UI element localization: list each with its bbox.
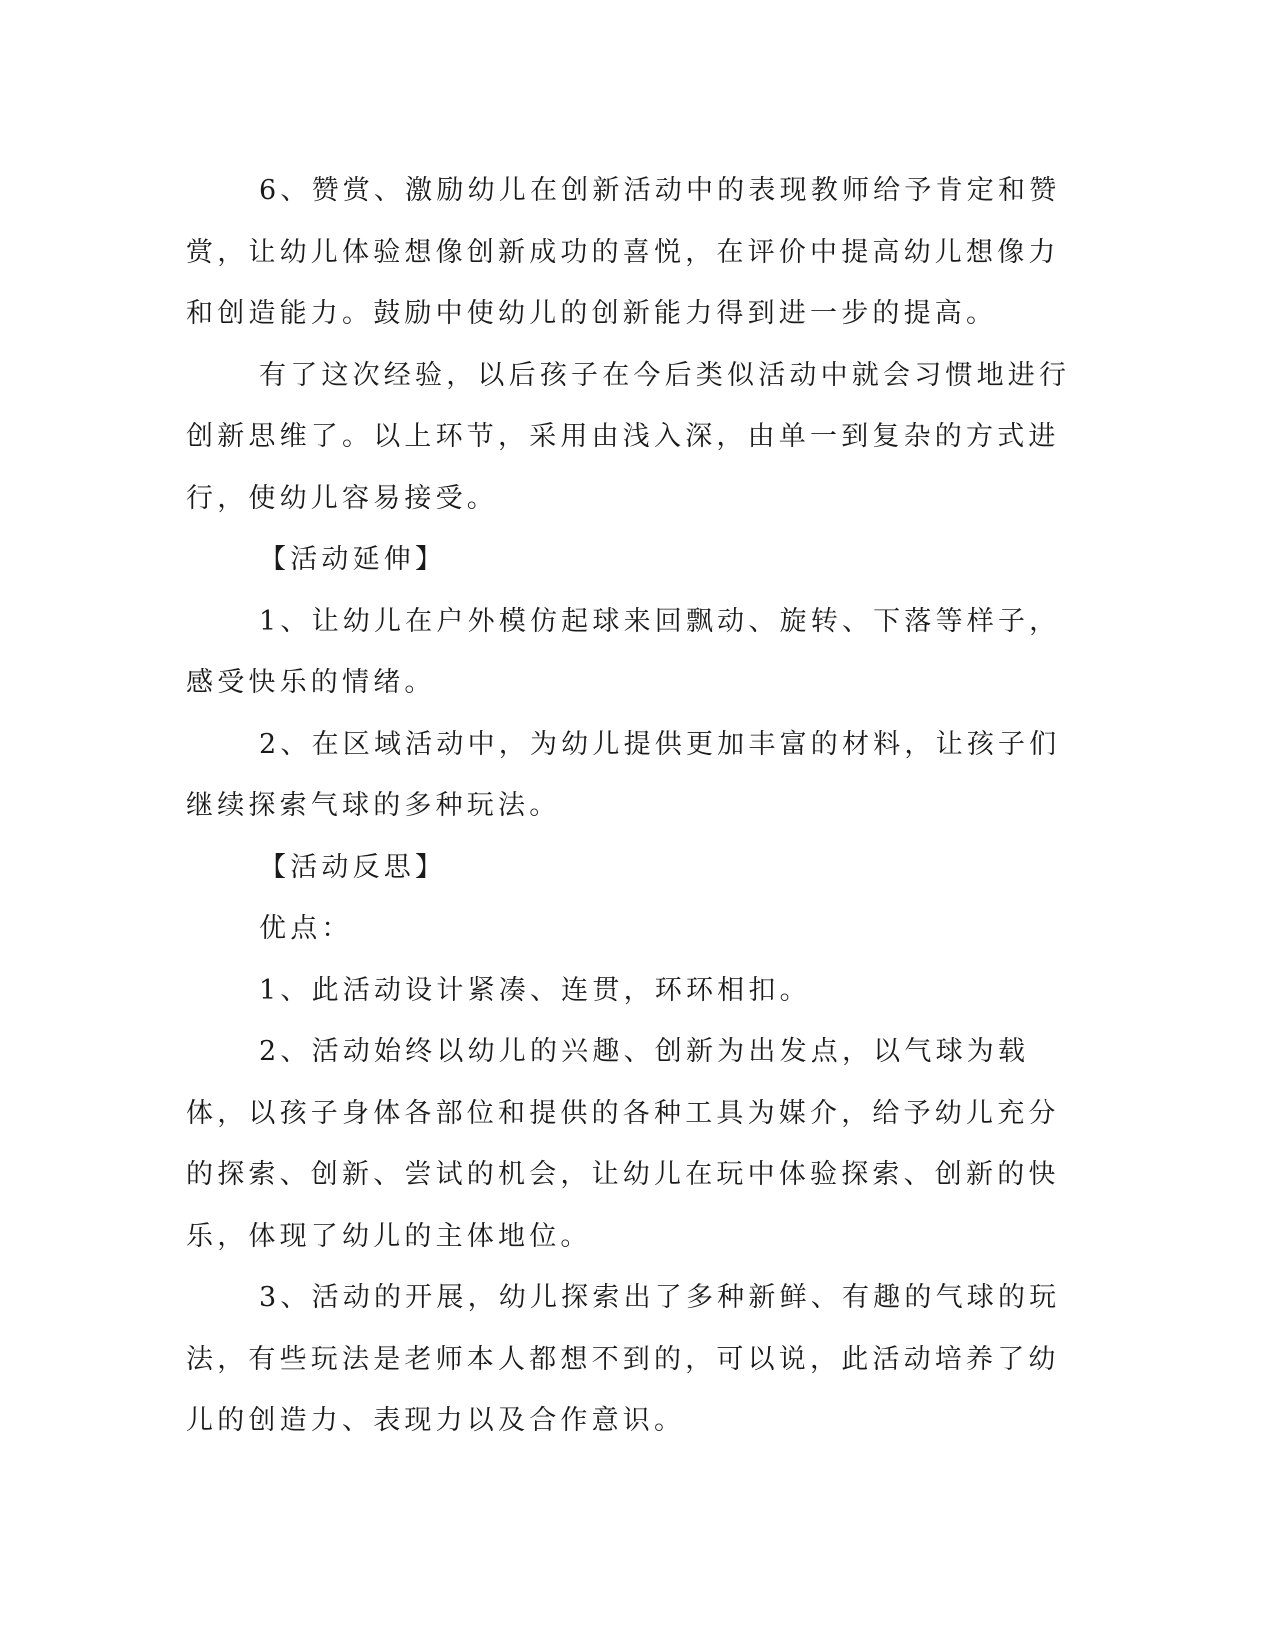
paragraph-extension-1: 1、让幼儿在户外模仿起球来回飘动、旋转、下落等样子，感受快乐的情绪。	[186, 605, 1061, 698]
paragraph-praise-encourage: 6、赞赏、激励幼儿在创新活动中的表现教师给予肯定和赞赏，让幼儿体验想像创新成功的喜悦，在评价中提高幼儿想像力和创造能力。鼓励中使幼儿的创新能力得到进一步的提高。	[186, 175, 1061, 329]
paragraph-experience: 有了这次经验，以后孩子在今后类似活动中就会习惯地进行创新思维了。以上环节，采用由浅入深，由单一到复杂的方式进行，使幼儿容易接受。	[186, 359, 1071, 514]
paragraph-reflection-3: 3、活动的开展，幼儿探索出了多种新鲜、有趣的气球的玩法，有些玩法是老师本人都想不到的，可以说，此活动培养了幼儿的创造力、表现力以及合作意识。	[186, 1282, 1061, 1436]
paragraph-extension-2: 2、在区域活动中，为幼儿提供更加丰富的材料，让孩子们继续探索气球的多种玩法。	[186, 728, 1061, 821]
label-advantages: 优点：	[259, 913, 353, 944]
heading-activity-reflection: 【活动反思】	[259, 851, 447, 883]
paragraph-reflection-2: 2、活动始终以幼儿的兴趣、创新为出发点，以气球为载体，以孩子身体各部位和提供的各种工具为媒介，给予幼儿充分的探索、创新、尝试的机会，让幼儿在玩中体验探索、创新的快乐，体现了幼儿的主体地位。	[186, 1036, 1060, 1252]
heading-activity-extension: 【活动延伸】	[259, 544, 447, 575]
document-body	[186, 160, 1086, 1452]
paragraph-reflection-1: 1、此活动设计紧凑、连贯，环环相扣。	[259, 974, 811, 1006]
